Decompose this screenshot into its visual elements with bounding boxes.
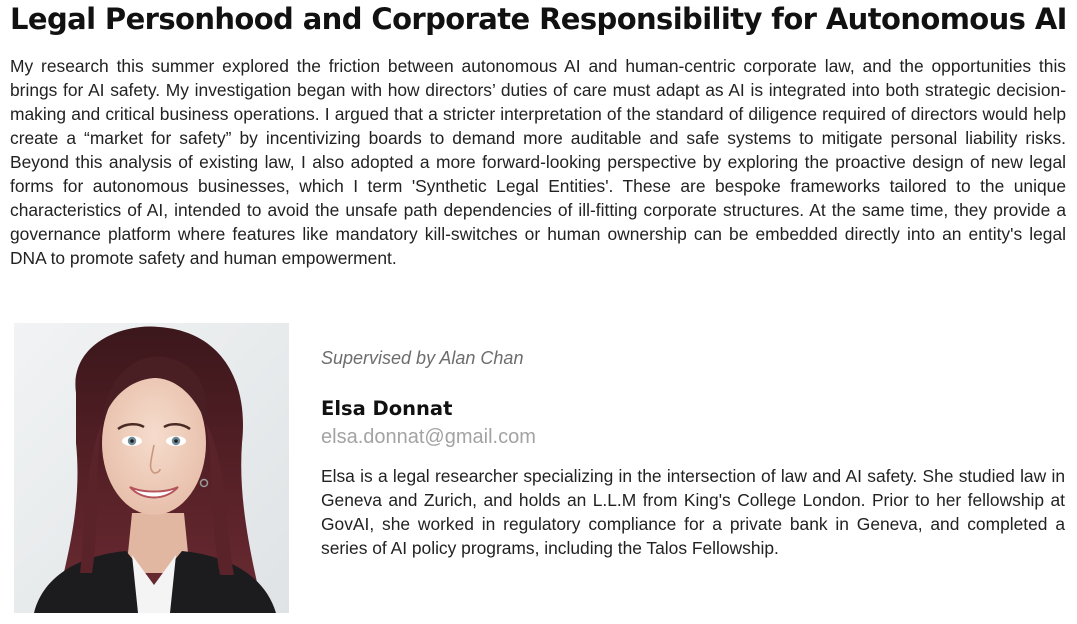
supervisor-label: Supervised by Alan Chan [321, 348, 524, 368]
portrait-photo-icon [14, 323, 289, 613]
fellow-name: Elsa Donnat [321, 397, 453, 420]
fellow-bio: Elsa is a legal researcher specializing in the intersection of law and AI safety. She studied law in Geneva and Zurich, and holds an L.L.M from King's College London. Prior to her fellowship at GovAI, she worked in regulatory compliance for a private bank in Geneva, and completed a series of AI policy programs, including the Talos Fellowship. [321, 466, 1065, 558]
fellow-photo [14, 323, 289, 613]
fellow-info [321, 346, 1065, 560]
fellow-email: elsa.donnat@gmail.com [321, 426, 536, 448]
page-title: Legal Personhood and Corporate Responsibility for Autonomous AI [10, 2, 1067, 36]
project-summary: My research this summer explored the friction between autonomous AI and human-centric corporate law, and the opportunities this brings for AI safety. My investigation began with how directors’ duties of care must adapt as AI is integrated into both strategic decision-making and critical business operations. I argued that a stricter interpretation of the standard of diligence required of directors would help create a “market for safety” by incentivizing boards to demand more auditable and safe systems to mitigate personal liability risks. Beyond this analysis of existing law, I also adopted a more forward-looking perspective by exploring the proactive design of new legal forms for autonomous businesses, which I term 'Synthetic Legal Entities'. These are bespoke frameworks tailored to the unique characteristics of AI, intended to avoid the unsafe path dependencies of ill-fitting corporate structures. At the same time, they provide a governance platform where features like mandatory kill-switches or human ownership can be embedded directly into an entity's legal DNA to promote safety and human empowerment. [10, 56, 1066, 268]
